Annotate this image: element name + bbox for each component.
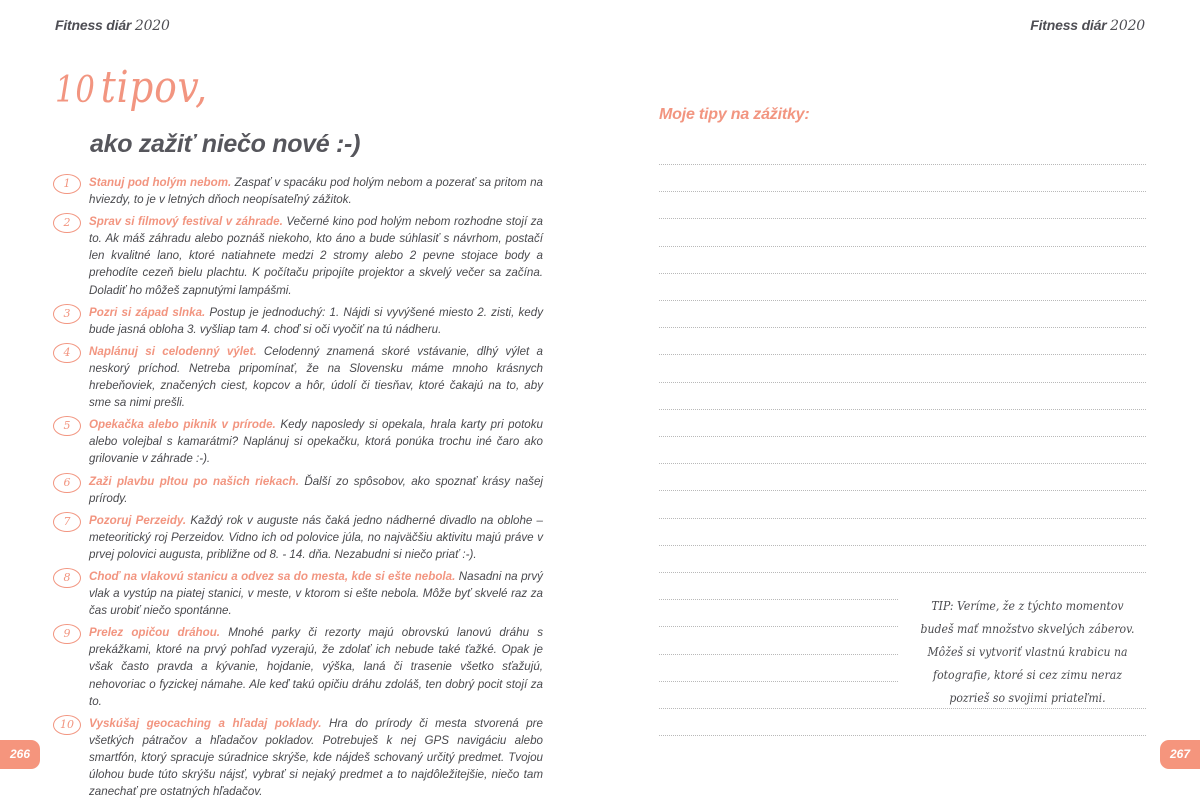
note-line[interactable] (659, 354, 1146, 355)
tip-heading: Choď na vlakovú stanicu a odvez sa do mesta, kde si ešte nebola. (89, 569, 456, 583)
page-number-badge: 266 (0, 740, 40, 769)
note-line[interactable] (659, 409, 1146, 410)
running-header (55, 17, 170, 34)
tip-body: Každý rok v auguste nás čaká jedno nádherné divadlo na oblohe – meteoritický roj Perzeidov. Vidno ich od polovice júla, no najväčšiu aktivitu majú práve v prvej polovici augusta, približne od 8. - 14. dňa. Nezabudni si niečo priať :-). (89, 513, 543, 561)
running-header (1030, 17, 1145, 34)
tip-number-circle: 9 (53, 624, 81, 644)
note-line[interactable] (659, 246, 1146, 247)
page-subtitle: ako zažiť niečo nové :-) (90, 130, 361, 158)
notes-title: Moje tipy na zážitky: (659, 106, 810, 123)
note-line[interactable] (659, 382, 1146, 383)
note-line[interactable] (659, 218, 1146, 219)
header-title: Fitness diár (55, 17, 132, 33)
tip-heading: Pozoruj Perzeidy. (89, 513, 187, 527)
tip-item (53, 568, 543, 619)
note-line[interactable] (659, 436, 1146, 437)
note-line[interactable] (659, 735, 1146, 736)
tip-item (53, 473, 543, 507)
tip-body: Zaspať v spacáku pod holým nebom a pozerať sa pritom na hviezdy, to je v letných dňoch neopísateľný zážitok. (89, 176, 543, 207)
tip-item (53, 715, 543, 800)
note-line[interactable] (659, 273, 1146, 274)
tip-item (53, 213, 543, 298)
note-line[interactable] (659, 599, 898, 600)
note-line[interactable] (659, 518, 1146, 519)
tip-body: Mnohé parky či rezorty majú obrovskú lanovú dráhu s prekážkami, ktoré na prvý pohľad vyzerajú, že zdolať ich nebude také ťažké. Opak je však často pravda a kývanie, hojdanie, výška, laná či trasenie všetko sťažujú, nehovoriac o fyzickej námahe. Ale keď takú opičiu dráhu zdoláš, ten dobrý pocit stojí za to. (89, 626, 543, 708)
tip-heading: Opekačka alebo piknik v prírode. (89, 418, 276, 432)
tip-heading: Pozri si západ slnka. (89, 305, 206, 319)
tip-body: Celodenný znamená skoré vstávanie, dlhý výlet a neskorý príchod. Netreba pripomínať, že na Slovensku máme mnoho krásnych hrebeňoviek, značených ciest, kopcov a hôr, údolí či tiesňav, ktoré čakajú na to, aby sme sa nimi prešli. (89, 344, 544, 410)
tip-body: Ďalší zo spôsobov, ako spoznať krásy našej prírody. (89, 474, 543, 505)
note-line[interactable] (659, 191, 1146, 192)
note-line[interactable] (659, 490, 1146, 491)
tip-number-circle: 2 (53, 213, 81, 233)
tip-text (89, 473, 543, 507)
tip-body: Kedy naposledy si opekala, hrala karty pri potoku alebo volejbal s kamarátmi? Naplánuj si opekačku, ktorá ponúka trochu iné čaro ako grilovanie v záhrade :-). (89, 418, 543, 466)
tip-text (89, 624, 543, 709)
tip-text (89, 174, 543, 208)
tip-number-circle: 4 (53, 343, 81, 363)
tip-item (53, 512, 543, 563)
tip-note: TIP: Veríme, že z týchto momentov budeš mať množstvo skvelých záberov. Môžeš si vytvoriť vlastnú krabicu na fotografie, ktoré si cez zimu neraz pozrieš so svojimi priateľmi. (920, 598, 1135, 705)
title-word: tipov, (100, 62, 208, 113)
tip-text (89, 304, 543, 338)
tip-item (53, 174, 543, 208)
tip-heading: Naplánuj si celodenný výlet. (89, 344, 257, 358)
tip-item (53, 304, 543, 338)
note-line[interactable] (659, 654, 898, 655)
tip-text (89, 512, 543, 563)
tip-number-circle: 5 (53, 416, 81, 436)
page-number-badge: 267 (1160, 740, 1200, 769)
tip-text (89, 568, 543, 619)
tip-item (53, 343, 543, 411)
note-line[interactable] (659, 572, 1146, 573)
note-line[interactable] (659, 300, 1146, 301)
header-title: Fitness diár (1030, 17, 1107, 33)
note-line[interactable] (659, 681, 898, 682)
tip-body: Nasadni na prvý vlak a vystúp na piatej stanici, v meste, v ktorom si ešte nebola. Môže byť skvelé raz za čas urobiť niečo spontánne. (89, 569, 543, 618)
tip-heading: Sprav si filmový festival v záhrade. (89, 215, 283, 229)
tip-text (89, 343, 543, 411)
note-line[interactable] (659, 463, 1146, 464)
tip-body: Hra do prírody či mesta stvorená pre všetkých pátračov a hľadačov pokladov. Potrebuješ k nej GPS navigáciu alebo smartfón, ktorý spracuje súradnice skrýše, kde nájdeš schovaný určitý predmet. Tvojou úlohou bude túto skrýšu nájsť, vybrať si nejaký predmet a to najdôležitejšie, niečo tam zanechať pre ostatných hľadačov. (89, 716, 543, 799)
tip-number-circle: 8 (53, 568, 81, 588)
note-line[interactable] (659, 164, 1146, 165)
tip-text (89, 715, 543, 800)
tip-number-circle: 7 (53, 512, 81, 532)
header-year: 2020 (1110, 18, 1145, 34)
tip-number-circle: 3 (53, 304, 81, 324)
tip-heading: Stanuj pod holým nebom. (89, 176, 232, 189)
note-line[interactable] (659, 626, 898, 627)
tip-item (53, 416, 543, 467)
tip-body: Postup je jednoduchý: 1. Nájdi si vyvýšené miesto 2. zisti, kedy bude jasná obloha 3. vyšliap tam 4. choď si oči vyočiť na tú nádheru. (89, 305, 543, 336)
tip-heading: Prelez opičou dráhou. (89, 626, 221, 640)
tip-number-circle: 6 (53, 473, 81, 493)
right-page (600, 0, 1200, 769)
tip-text (89, 213, 543, 298)
header-year: 2020 (134, 18, 170, 34)
tips-list (53, 174, 543, 805)
left-page (0, 0, 600, 799)
tip-heading: Vyskúšaj geocaching a hľadaj poklady. (89, 716, 322, 730)
tip-item (53, 624, 543, 709)
tip-body: Večerné kino pod holým nebom rozhodne stojí za to. Ak máš záhradu alebo poznáš niekoho, kto áno a bude súhlasiť s návrhom, postačí len kvalitné lano, ktoré natiahnete medzi 2 stromy alebo 2 pevne stojace body a prehodíte cezeň bielu plachtu. K počítaču pripojíte projektor a skvelý večer sa začína. Doladiť ho môžeš zapnutými lampášmi. (89, 215, 543, 297)
tip-text (89, 416, 543, 467)
page-title (55, 62, 208, 113)
tip-number-circle: 10 (53, 715, 81, 735)
tip-number-circle: 1 (53, 174, 81, 194)
note-line[interactable] (659, 545, 1146, 546)
tip-heading: Zaži plavbu pltou po našich riekach. (89, 474, 299, 488)
note-line[interactable] (659, 327, 1146, 328)
title-number: 10 (55, 70, 96, 111)
